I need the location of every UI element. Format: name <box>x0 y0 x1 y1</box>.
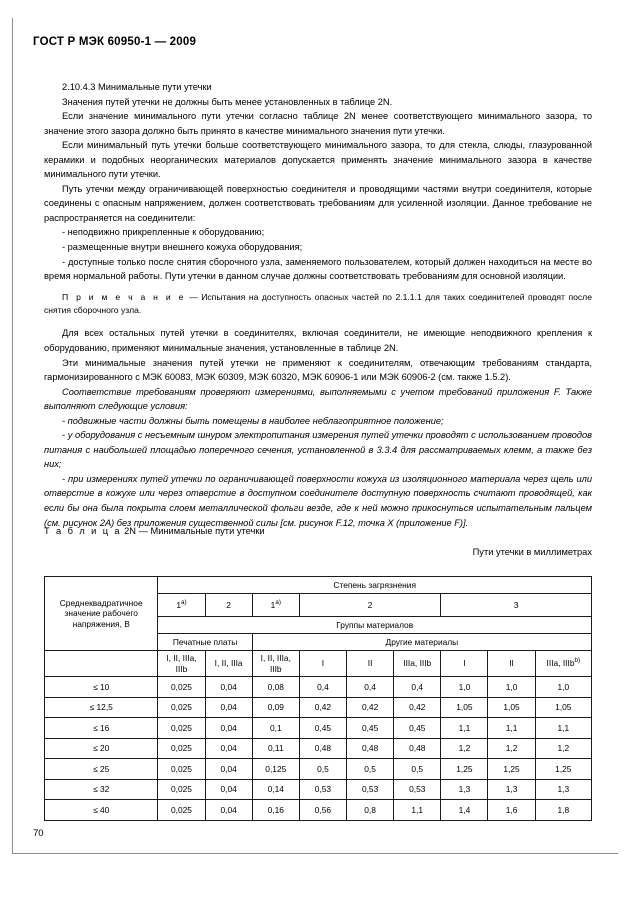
note-label: П р и м е ч а н и е <box>62 291 186 302</box>
voltage-cell: ≤ 32 <box>45 779 158 800</box>
value-cell: 1,3 <box>441 779 488 800</box>
pollution-degree-1: 2 <box>205 594 252 617</box>
value-cell: 1,05 <box>488 697 535 718</box>
note-text: — Испытания на доступность опасных частей по 2.1.1.1 для таких соединителей проводят после снятия сборочного узла. <box>44 291 592 316</box>
value-cell: 1,2 <box>441 738 488 759</box>
value-cell: 0,48 <box>394 738 441 759</box>
value-cell: 0,45 <box>394 718 441 739</box>
footnote-marker-a2: a) <box>275 598 281 606</box>
bullet-0: - неподвижно прикрепленные к оборудованию; <box>62 227 265 238</box>
table-row <box>45 779 592 800</box>
value-cell: 0,09 <box>252 697 299 718</box>
document-body <box>44 80 592 530</box>
table-caption-title: — Минимальные пути утечки <box>138 526 265 536</box>
value-cell: 1,1 <box>441 718 488 739</box>
table-caption-number: 2N <box>124 526 136 536</box>
value-cell: 0,025 <box>158 677 205 698</box>
voltage-cell: ≤ 20 <box>45 738 158 759</box>
table-row <box>45 759 592 780</box>
column-header-7: II <box>488 651 535 677</box>
column-header-8: IIIa, IIIb$^{b)}$ <box>535 651 591 677</box>
value-cell: 0,11 <box>252 738 299 759</box>
value-cell: 0,08 <box>252 677 299 698</box>
table-row <box>45 697 592 718</box>
pollution-group-header: Степень загрязнения <box>158 577 592 594</box>
value-cell: 0,025 <box>158 738 205 759</box>
leakage-paths-table <box>44 576 592 821</box>
value-cell: 1,0 <box>535 677 591 698</box>
value-cell: 0,04 <box>205 779 252 800</box>
value-cell: 0,125 <box>252 759 299 780</box>
section-heading: 2.10.4.3 Минимальные пути утечки <box>62 82 212 92</box>
value-cell: 0,04 <box>205 677 252 698</box>
value-cell: 1,4 <box>441 800 488 821</box>
table-units-note: Пути утечки в миллиметрах <box>472 547 592 557</box>
value-cell: 0,04 <box>205 718 252 739</box>
page-number: 70 <box>33 828 44 839</box>
value-cell: 0,025 <box>158 697 205 718</box>
table-caption <box>44 526 265 536</box>
value-cell: 0,8 <box>347 800 394 821</box>
value-cell: 0,14 <box>252 779 299 800</box>
italic-bullet-2: - при измерениях путей утечки по ограничивающей поверхности кожуха из изоляционного материала через щель или отверстие в кожухе или через отверстие в доступном соединителе доступную поверхность считают проводящей, как если бы она была покрыта слоем металлической фольги везде, где к ней можно прикоснуться испытательным пальцем (см. рисунок 2А) без приложения существенной силы [см. рисунок F.12, точка X (приложение F)]. <box>44 473 592 528</box>
value-cell: 0,42 <box>347 697 394 718</box>
table-row <box>45 738 592 759</box>
value-cell: 0,48 <box>347 738 394 759</box>
value-cell: 0,025 <box>158 800 205 821</box>
value-cell: 1,8 <box>535 800 591 821</box>
value-cell: 1,2 <box>535 738 591 759</box>
value-cell: 1,05 <box>441 697 488 718</box>
column-header-2: I, II, IIIa, IIIb <box>252 651 299 677</box>
value-cell: 1,0 <box>441 677 488 698</box>
table-row <box>45 718 592 739</box>
italic-bullet-0: - подвижные части должны быть помещены в наиболее неблагоприятное положение; <box>62 415 444 426</box>
value-cell: 0,025 <box>158 718 205 739</box>
paragraph-after-note-1: Эти минимальные значения путей утечки не применяют к соединителям, отвечающим требованиям стандарта, гармонизированного с МЭК 60083, МЭК 60309, МЭК 60320, МЭК 60906-1 или МЭК 60906-2 (см. также 1.5.2). <box>44 357 592 383</box>
column-header-5: IIIa, IIIb <box>394 651 441 677</box>
value-cell: 0,56 <box>299 800 346 821</box>
value-cell: 0,45 <box>299 718 346 739</box>
value-cell: 0,53 <box>347 779 394 800</box>
voltage-cell: ≤ 16 <box>45 718 158 739</box>
value-cell: 0,5 <box>299 759 346 780</box>
bullet-2: - доступные только после снятия сборочного узла, заменяемого пользователем, который должен находиться на месте во время нормальной работы. Пути утечки в данном случае должны соответствовать требованиям для основной изоляции. <box>44 256 592 282</box>
voltage-cell: ≤ 25 <box>45 759 158 780</box>
value-cell: 1,25 <box>535 759 591 780</box>
table-caption-prefix: Т а б л и ц а <box>44 526 122 536</box>
value-cell: 0,04 <box>205 759 252 780</box>
value-cell: 0,53 <box>394 779 441 800</box>
paragraph-after-note-0: Для всех остальных путей утечки в соединителях, включая соединители, не имеющие неподвижного крепления к оборудованию, применяют минимальные значения, установленные в таблице 2N. <box>44 328 592 354</box>
value-cell: 1,25 <box>488 759 535 780</box>
value-cell: 1,25 <box>441 759 488 780</box>
standard-header: ГОСТ Р МЭК 60950-1 — 2009 <box>33 36 197 48</box>
paragraph-0: Значения путей утечки не должны быть менее установленных в таблице 2N. <box>62 96 393 107</box>
value-cell: 0,48 <box>299 738 346 759</box>
voltage-cell: ≤ 12,5 <box>45 697 158 718</box>
value-cell: 0,45 <box>347 718 394 739</box>
column-header-6: I <box>441 651 488 677</box>
value-cell: 0,42 <box>299 697 346 718</box>
value-cell: 0,025 <box>158 779 205 800</box>
value-cell: 1,6 <box>488 800 535 821</box>
italic-intro: Соответствие требованиям проверяют измерениями, выполняемыми с учетом требований приложения F. Также выполняют следующие условия: <box>44 386 592 412</box>
footnote-marker-b: b) <box>574 657 581 665</box>
paragraph-2: Если минимальный путь утечки больше соответствующего минимального зазора, то для стекла, слюды, глазурованной керамики и подобных неорганических материалов допускается применять значение минимального зазора в качестве минимального пути утечки. <box>44 140 592 180</box>
value-cell: 0,4 <box>299 677 346 698</box>
italic-bullet-1: - у оборудования с несъемным шнуром электропитания измерения путей утечки проводят с использованием проводов питания с наибольшей площадью поперечного сечения, установленной в 3.3.4 для рассматриваемых клемм, а также без них; <box>44 430 592 470</box>
voltage-cell: ≤ 40 <box>45 800 158 821</box>
column-header-4: II <box>347 651 394 677</box>
table-row <box>45 677 592 698</box>
value-cell: 1,3 <box>535 779 591 800</box>
value-cell: 1,1 <box>394 800 441 821</box>
voltage-cell: ≤ 10 <box>45 677 158 698</box>
value-cell: 0,53 <box>299 779 346 800</box>
value-cell: 1,0 <box>488 677 535 698</box>
value-cell: 1,2 <box>488 738 535 759</box>
row-header-label: Среднеквадратичное значение рабочего напряжения, В <box>45 577 158 651</box>
value-cell: 0,04 <box>205 697 252 718</box>
pollution-degree-4: 3 <box>441 594 592 617</box>
pollution-degree-0: 1$^{a)}$ <box>158 594 205 617</box>
value-cell: 0,04 <box>205 800 252 821</box>
value-cell: 0,42 <box>394 697 441 718</box>
bullet-1: - размещенные внутри внешнего кожуха оборудования; <box>62 242 303 253</box>
value-cell: 0,4 <box>394 677 441 698</box>
value-cell: 0,04 <box>205 738 252 759</box>
value-cell: 0,1 <box>252 718 299 739</box>
other-materials-header: Другие материалы <box>252 634 591 651</box>
value-cell: 1,05 <box>535 697 591 718</box>
footnote-marker-a: a) <box>181 598 187 606</box>
column-header-label <box>45 651 158 677</box>
column-header-1: I, II, IIIa <box>205 651 252 677</box>
pollution-degree-3: 2 <box>299 594 440 617</box>
column-header-3: I <box>299 651 346 677</box>
value-cell: 1,1 <box>488 718 535 739</box>
value-cell: 0,5 <box>347 759 394 780</box>
column-header-0: I, II, IIIa, IIIb <box>158 651 205 677</box>
value-cell: 0,16 <box>252 800 299 821</box>
value-cell: 1,3 <box>488 779 535 800</box>
value-cell: 0,4 <box>347 677 394 698</box>
printed-boards-header: Печатные платы <box>158 634 252 651</box>
table-row <box>45 800 592 821</box>
value-cell: 0,025 <box>158 759 205 780</box>
material-groups-header: Группы материалов <box>158 617 592 634</box>
pollution-degree-2: 1$^{a)}$ <box>252 594 299 617</box>
value-cell: 0,5 <box>394 759 441 780</box>
paragraph-3: Путь утечки между ограничивающей поверхностью соединителя и проводящими частями внутри соединителя, которые соединены с опасным напряжением, должен соответствовать требованиям для усиленной изоляции. Данное требование не распространяется на соединители: <box>44 183 592 223</box>
note-block <box>44 291 592 318</box>
value-cell: 1,1 <box>535 718 591 739</box>
paragraph-1: Если значение минимального пути утечки согласно таблице 2N менее соответствующего минимального зазора, то значение этого зазора должно быть принято в качестве минимального значения пути утечки. <box>44 111 592 136</box>
